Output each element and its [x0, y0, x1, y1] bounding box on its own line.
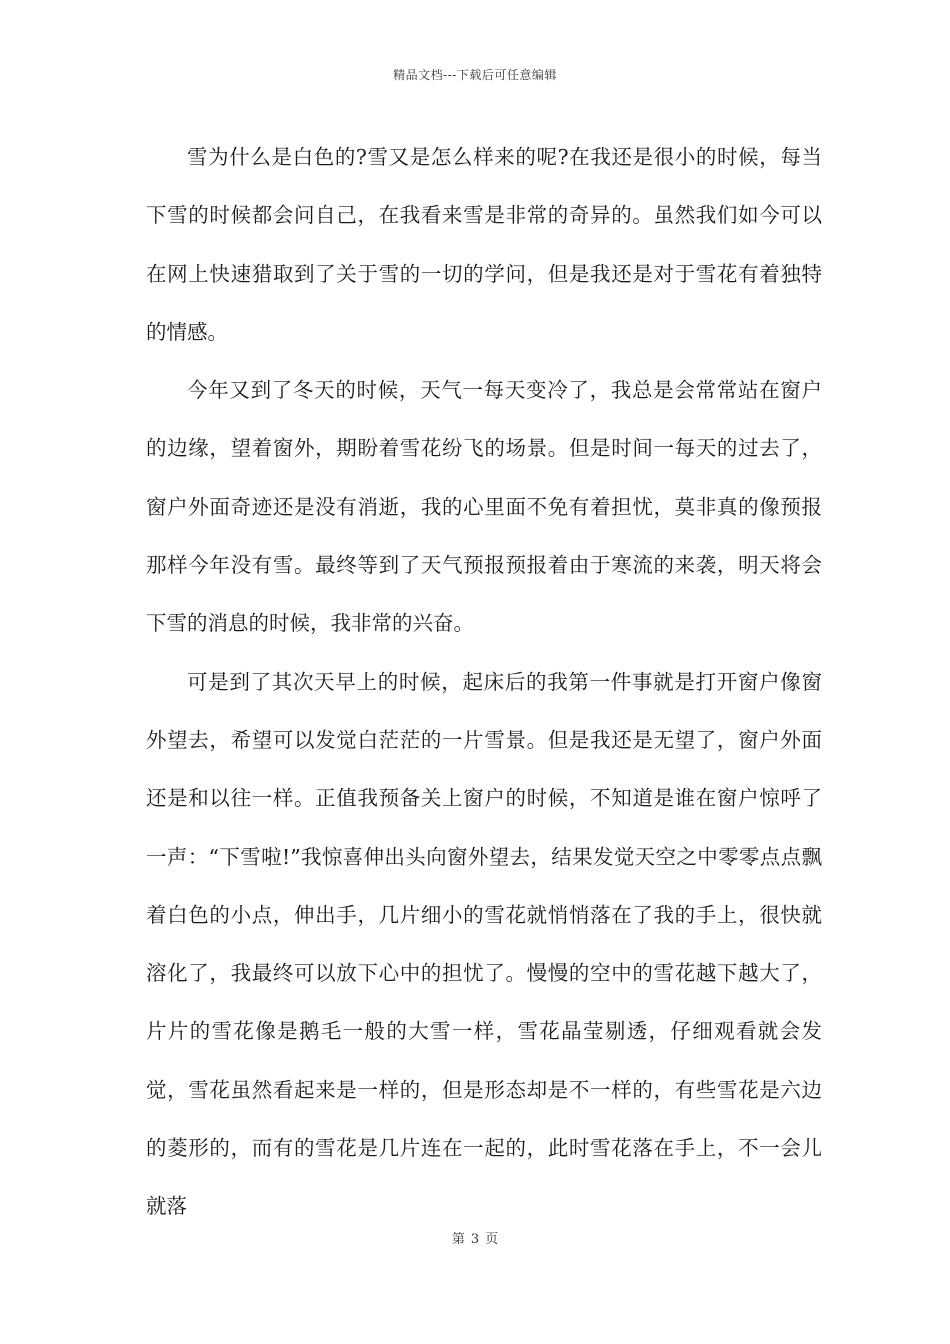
- paragraph-2: 今年又到了冬天的时候，天气一每天变冷了，我总是会常常站在窗户的边缘，望着窗外，期盼着雪花纷飞的场景。但是时间一每天的过去了，窗户外面奇迹还是没有消逝，我的心里面不免有着担忧，莫非真的像预报那样今年没有雪。最终等到了天气预报预报着由于寒流的来袭，明天将会下雪的消息的时候，我非常的兴奋。: [146, 378, 822, 636]
- paragraph-1: 雪为什么是白色的?雪又是怎么样来的呢?在我还是很小的时候，每当下雪的时候都会问自己，在我看来雪是非常的奇异的。虽然我们如今可以在网上快速猎取到了关于雪的一切的学问，但是我还是对于雪花有着独特的情感。: [146, 145, 822, 344]
- page-number-prefix: 第: [451, 1232, 465, 1247]
- paragraph-3: 可是到了其次天早上的时候，起床后的我第一件事就是打开窗户像窗外望去，希望可以发觉白茫茫的一片雪景。但是我还是无望了，窗户外面还是和以往一样。正值我预备关上窗户的时候，不知道是谁在窗户惊呼了一声：“下雪啦!”我惊喜伸出头向窗外望去，结果发觉天空之中零零点点飘着白色的小点，伸出手，几片细小的雪花就悄悄落在了我的手上，很快就溶化了，我最终可以放下心中的担忧了。慢慢的空中的雪花越下越大了，片片的雪花像是鹅毛一般的大雪一样，雪花晶莹剔透，仔细观看就会发觉，雪花虽然看起来是一样的，但是形态却是不一样的，有些雪花是六边的菱形的，而有的雪花是几片连在一起的，此时雪花落在手上，不一会儿就落: [146, 669, 822, 1219]
- page-number: 3: [470, 1232, 480, 1247]
- page-number-suffix: 页: [485, 1232, 499, 1247]
- page-header: 精品文档---下载后可任意编辑: [393, 68, 557, 82]
- document-body: [146, 128, 822, 1236]
- page-footer: [0, 1228, 950, 1247]
